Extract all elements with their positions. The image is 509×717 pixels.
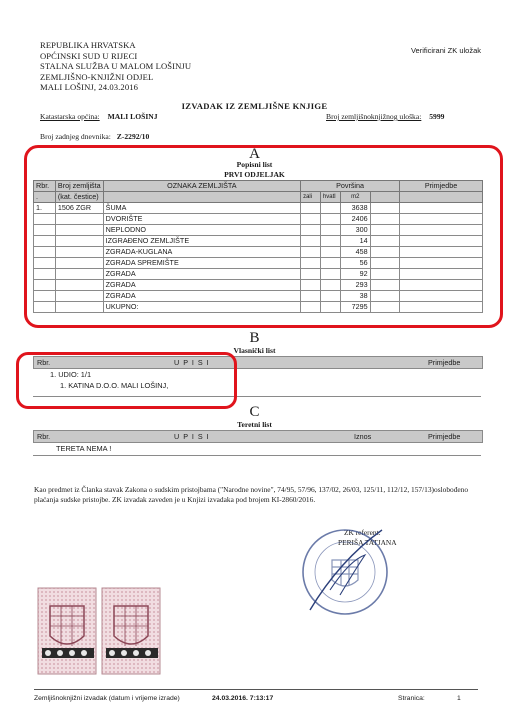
highlight-section-b — [16, 352, 237, 409]
cell-oznaka: NEPLODNO — [103, 225, 300, 236]
owner-col-primjedbe: Primjedbe — [428, 358, 461, 367]
bottom-caption: Zemljišnoknjižni izvadak (datum i vrijeme izrade) — [34, 695, 180, 702]
bottom-datetime: 24.03.2016. 7:13:17 — [212, 695, 274, 702]
header-line: ZEMLJIŠNO-KNJIŽNI ODJEL — [40, 71, 154, 82]
header-line: OPĆINSKI SUD U RIJECI — [40, 50, 138, 61]
page-number: 1 — [457, 695, 461, 702]
diary-value: Z-2292/10 — [116, 132, 150, 141]
cell-oznaka: UKUPNO: — [103, 302, 300, 313]
header-line: REPUBLIKA HRVATSKA — [40, 40, 136, 50]
col-kat: (kat. čestice) — [55, 192, 103, 203]
owner-col-rbr: Rbr. — [37, 358, 51, 367]
highlight-section-a — [24, 145, 503, 328]
referent-label: ZK referent: — [344, 528, 381, 537]
folio-label: Broj zemljišnoknjižnog uloška: — [326, 112, 422, 121]
cell-oznaka: DVORIŠTE — [103, 214, 300, 225]
col-dot: . — [34, 192, 56, 203]
cell-oznaka: ZGRADA-KUGLANA — [103, 247, 300, 258]
verified-label: Verificirani ZK uložak — [410, 46, 481, 55]
header-line: MALI LOŠINJ, 24.03.2016 — [40, 82, 139, 93]
col-m2: m2 — [340, 192, 370, 203]
owner-name: 1. KATINA D.O.O. MALI LOŠINJ, — [60, 381, 169, 390]
section-a-sub1: Popisni list — [236, 160, 273, 169]
section-a-sub2: PRVI ODJELJAK — [224, 170, 285, 179]
bottom-rule — [34, 689, 478, 690]
diary-number — [40, 132, 149, 141]
col-primjedbe: Primjedbe — [400, 181, 483, 192]
court-seal-icon — [290, 520, 400, 620]
section-c-letter: C — [249, 404, 260, 420]
burden-col-rbr: Rbr. — [37, 432, 51, 441]
burden-col-iznos: Iznos — [354, 432, 372, 441]
cadastral-label: Katastarska općina: — [40, 112, 100, 121]
no-burdens: TERETA NEMA ! — [56, 444, 112, 453]
header-line: STALNA SLUŽBA U MALOM LOŠINJU — [40, 61, 192, 72]
burden-col-upisi: U P I S I — [174, 432, 210, 441]
burden-col-primjedbe: Primjedbe — [428, 432, 461, 441]
referent-name: PERIŠA TATJANA — [338, 538, 397, 547]
cell-oznaka: ZGRADA SPREMIŠTE — [103, 258, 300, 269]
burden-table-rule — [33, 455, 481, 456]
diary-label: Broj zadnjeg dnevnika: — [40, 132, 111, 141]
cell-m2: 300 — [340, 225, 370, 236]
cadastral-municipality — [40, 112, 158, 121]
court-header — [40, 40, 191, 93]
cell-oznaka: ZGRADA — [103, 280, 300, 291]
cell-oznaka: ŠUMA — [103, 203, 300, 214]
cell-oznaka: ZGRADA — [103, 291, 300, 302]
folio-number — [326, 112, 444, 121]
burden-table-header — [33, 430, 483, 443]
fee-exemption-note: Kao predmet iz Članka stavak Zakona o sudskim pristojbama ("Narodne novine", 74/95, 57/96, 137/02, 26/03, 125/11, 112/12, 157/13)oslobođeno plaćanja sudske pristojbe. ZK izvadak zaveden je u Knjizi izvadaka pod brojem KI-2860/2016. — [34, 485, 469, 505]
col-hvatl: hvatl — [320, 192, 340, 203]
col-broj: Broj zemljišta — [55, 181, 103, 192]
section-b-sub: Vlasnički list — [233, 346, 276, 355]
col-povrsina: Površina — [301, 181, 400, 192]
cell-oznaka: IZGRAĐENO ZEMLJIŠTE — [103, 236, 300, 247]
owner-share: 1. UDIO: 1/1 — [50, 370, 92, 379]
revenue-stamps-icon — [36, 586, 166, 678]
cell-oznaka: ZGRADA — [103, 269, 300, 280]
cell-m2: 14 — [340, 236, 370, 247]
cadastral-value: MALI LOŠINJ — [107, 112, 158, 121]
section-a-letter: A — [249, 146, 260, 162]
col-oznaka: OZNAKA ZEMLJIŠTA — [103, 181, 300, 192]
document-title: IZVADAK IZ ZEMLJIŠNE KNJIGE — [181, 101, 328, 111]
section-c-sub: Teretni list — [237, 420, 272, 429]
cell-m2: 7295 — [340, 302, 370, 313]
cell-m2: 2406 — [340, 214, 370, 225]
cell-m2: 56 — [340, 258, 370, 269]
cell-m2: 38 — [340, 291, 370, 302]
col-zali: zali — [301, 192, 321, 203]
cell-broj: 1506 ZGR — [55, 203, 103, 214]
cell-m2: 3638 — [340, 203, 370, 214]
owner-col-upisi: U P I S I — [174, 358, 210, 367]
cell-m2: 92 — [340, 269, 370, 280]
cell-m2: 458 — [340, 247, 370, 258]
cell-rbr: 1. — [34, 203, 56, 214]
folio-value: 5999 — [429, 112, 445, 121]
col-rbr: Rbr. — [34, 181, 56, 192]
cell-m2: 293 — [340, 280, 370, 291]
page-label: Stranica: — [398, 695, 425, 702]
section-b-letter: B — [249, 330, 260, 346]
